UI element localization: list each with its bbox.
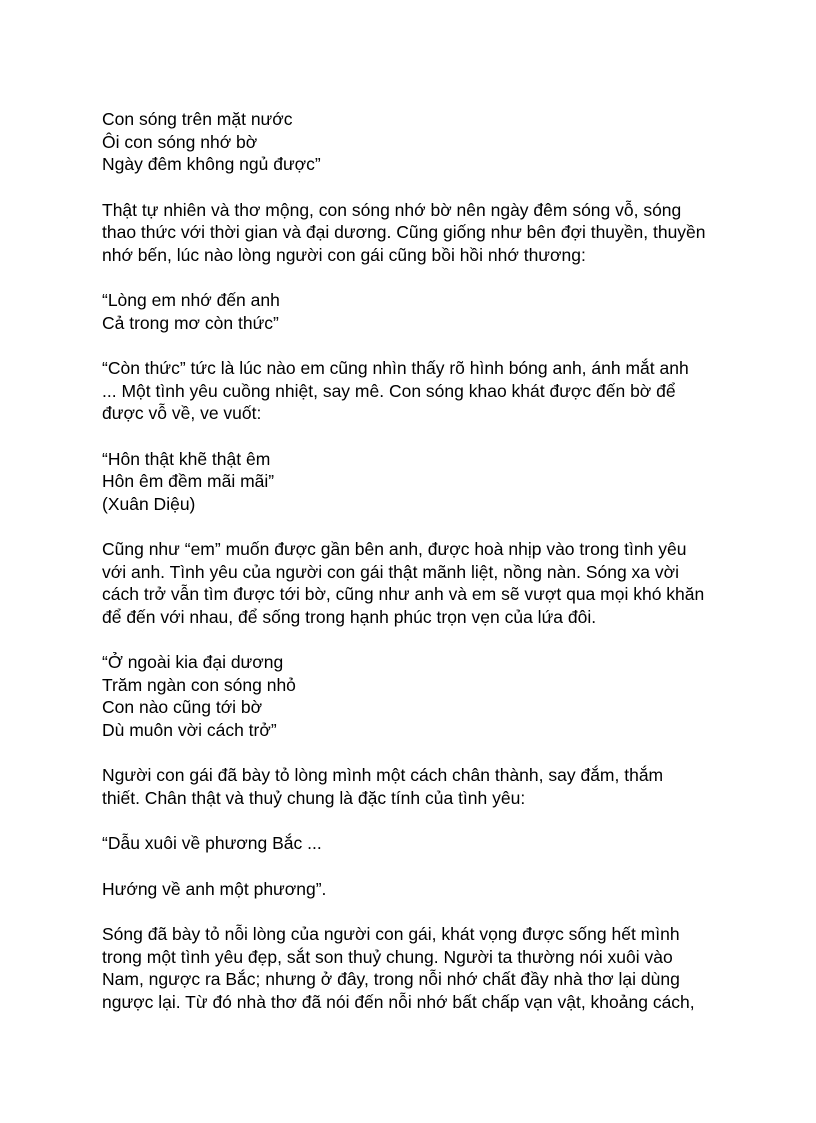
verse-line: Ôi con sóng nhớ bờ	[102, 131, 258, 152]
paragraph-line: để đến với nhau, để sống trong hạnh phúc trọn vẹn của lứa đôi.	[102, 606, 597, 627]
verse-block	[102, 448, 752, 516]
verse-line: Hôn êm đềm mãi mãi”	[102, 471, 275, 491]
document-page	[102, 108, 752, 1036]
verse-line: Cả trong mơ còn thức”	[102, 312, 279, 333]
verse-attribution: (Xuân Diệu)	[102, 493, 196, 514]
paragraph-line: cách trở vẫn tìm được tới bờ, cũng như anh và em sẽ vượt qua mọi khó khăn	[102, 584, 705, 604]
prose-paragraph	[102, 357, 752, 425]
paragraph-line: nhớ bến, lúc nào lòng người con gái cũng bồi hồi nhớ thương:	[102, 244, 586, 265]
verse-line: Trăm ngàn con sóng nhỏ	[102, 674, 296, 695]
paragraph-line: Thật tự nhiên và thơ mộng, con sóng nhớ bờ nên ngày đêm sóng vỗ, sóng	[102, 199, 682, 220]
prose-paragraph	[102, 764, 752, 809]
verse-line: Ngày đêm không ngủ được”	[102, 154, 321, 174]
paragraph-line: thao thức với thời gian và đại dương. Cũng giống như bên đợi thuyền, thuyền	[102, 222, 706, 242]
paragraph-line: ... Một tình yêu cuồng nhiệt, say mê. Con sóng khao khát được đến bờ để	[102, 380, 676, 401]
verse-block	[102, 651, 752, 741]
paragraph-line: Nam, ngược ra Bắc; nhưng ở đây, trong nỗi nhớ chất đầy nhà thơ lại dùng	[102, 969, 680, 989]
prose-paragraph	[102, 538, 752, 628]
verse-line: “Dẫu xuôi về phương Bắc ...	[102, 833, 322, 853]
verse-block	[102, 289, 752, 334]
verse-line: “Hôn thật khẽ thật êm	[102, 448, 271, 469]
verse-block	[102, 878, 752, 901]
verse-line: Con nào cũng tới bờ	[102, 697, 263, 717]
paragraph-line: ngược lại. Từ đó nhà thơ đã nói đến nỗi nhớ bất chấp vạn vật, khoảng cách,	[102, 991, 695, 1012]
paragraph-line: Cũng như “em” muốn được gần bên anh, được hoà nhịp vào trong tình yêu	[102, 539, 687, 559]
verse-block	[102, 108, 752, 176]
paragraph-line: được vỗ về, ve vuốt:	[102, 403, 262, 423]
paragraph-line: “Còn thức” tức là lúc nào em cũng nhìn thấy rõ hình bóng anh, ánh mắt anh	[102, 358, 689, 378]
verse-block	[102, 832, 752, 855]
verse-line: Con sóng trên mặt nước	[102, 109, 293, 129]
verse-line: “Ở ngoài kia đại dương	[102, 652, 284, 672]
paragraph-line: Người con gái đã bày tỏ lòng mình một cách chân thành, say đắm, thắm	[102, 765, 664, 785]
verse-line: “Lòng em nhớ đến anh	[102, 290, 280, 310]
verse-line: Dù muôn vời cách trở”	[102, 719, 277, 740]
paragraph-line: trong một tình yêu đẹp, sắt son thuỷ chung. Người ta thường nói xuôi vào	[102, 946, 673, 967]
prose-paragraph	[102, 199, 752, 267]
verse-line: Hướng về anh một phương”.	[102, 878, 327, 899]
prose-paragraph	[102, 923, 752, 1013]
paragraph-line: Sóng đã bày tỏ nỗi lòng của người con gái, khát vọng được sống hết mình	[102, 924, 680, 944]
paragraph-line: với anh. Tình yêu của người con gái thật mãnh liệt, nồng nàn. Sóng xa vời	[102, 561, 680, 582]
paragraph-line: thiết. Chân thật và thuỷ chung là đặc tính của tình yêu:	[102, 787, 526, 808]
